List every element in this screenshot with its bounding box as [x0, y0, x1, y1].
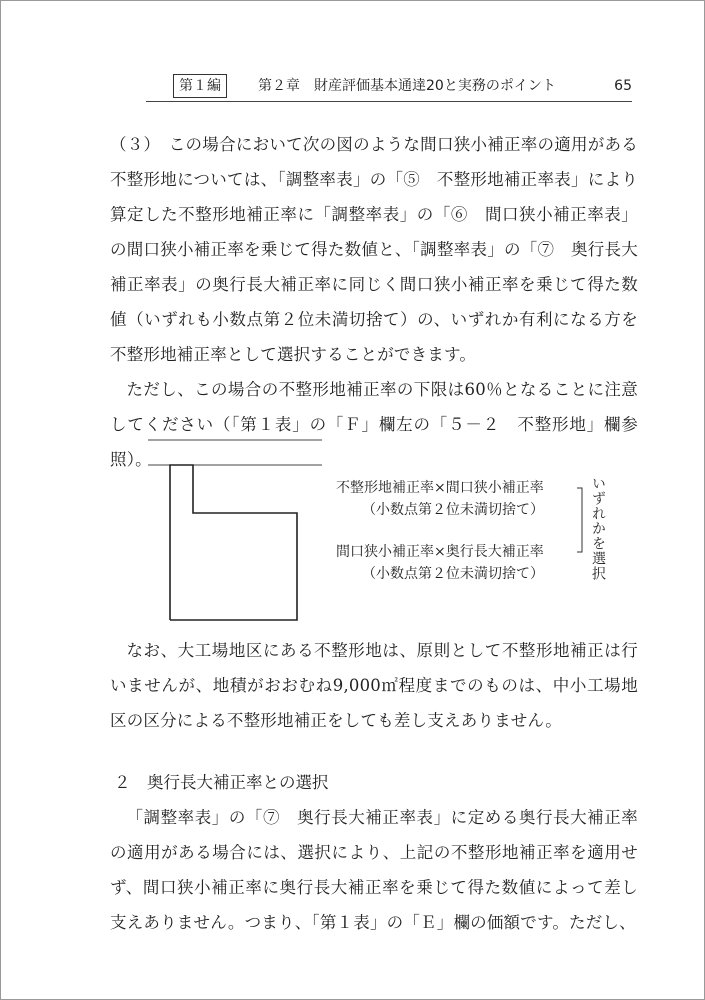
option2-note: （小数点第２位未満切捨て）	[362, 566, 544, 582]
land-outline	[170, 465, 297, 620]
option1-formula: 不整形地補正率×間口狭小補正率	[336, 480, 544, 496]
option2-formula: 間口狭小補正率×奥行長大補正率	[336, 544, 544, 560]
paragraph-lower-limit: ただし、この場合の不整形地補正率の下限は60％となることに注意してください（「第１表」の「Ｆ」欄左の「５－２ 不整形地」欄参照）。	[110, 380, 638, 469]
chapter-title: 第２章 財産評価基本通達20と実務のポイント	[258, 78, 556, 94]
choice-label: いずれかを選択	[590, 476, 606, 581]
section-heading-2: ２ 奥行長大補正率との選択	[114, 773, 329, 792]
option1-note: （小数点第２位未満切捨て）	[362, 502, 544, 518]
paragraph-section-2: 「調整率表」の「⑦ 奥行長大補正率表」に定める奥行長大補正率の適用がある場合には、選択により、上記の不整形地補正率を適用せず、間口狭小補正率に奥行長大補正率を乗じて得た数値によって差し支えありません。つまり、「第１表」の「Ｅ」欄の価額です。ただし、	[110, 808, 638, 932]
running-header	[146, 74, 632, 100]
irregular-land-figure	[140, 436, 640, 626]
part-label-box: 第１編	[173, 74, 227, 98]
header-rule	[146, 101, 632, 102]
choice-bracket	[577, 488, 582, 552]
paragraph-large-factory: なお、大工場地区にある不整形地は、原則として不整形地補正は行いませんが、地積がおおむね9,000㎡程度までのものは、中小工場地区の区分による不整形地補正をしても差し支えありません。	[110, 641, 638, 730]
page-number: 65	[614, 78, 632, 94]
land-shape-diagram	[140, 436, 640, 626]
paragraph-item-3: （３） この場合において次の図のような間口狭小補正率の適用がある不整形地については、「調整率表」の「⑤ 不整形地補正率表」により算定した不整形地補正率に「調整率表」の「⑥ 間口狭小補正率表」の間口狭小補正率を乗じて得た数値と、「調整率表」の「⑦ 奥行長大補正率表」の奥行長大補正率に同じく間口狭小補正率を乗じて得た数値（いずれも小数点第２位未満切捨て）の、いずれか有利になる方を不整形地補正率として選択することができます。	[110, 135, 638, 364]
